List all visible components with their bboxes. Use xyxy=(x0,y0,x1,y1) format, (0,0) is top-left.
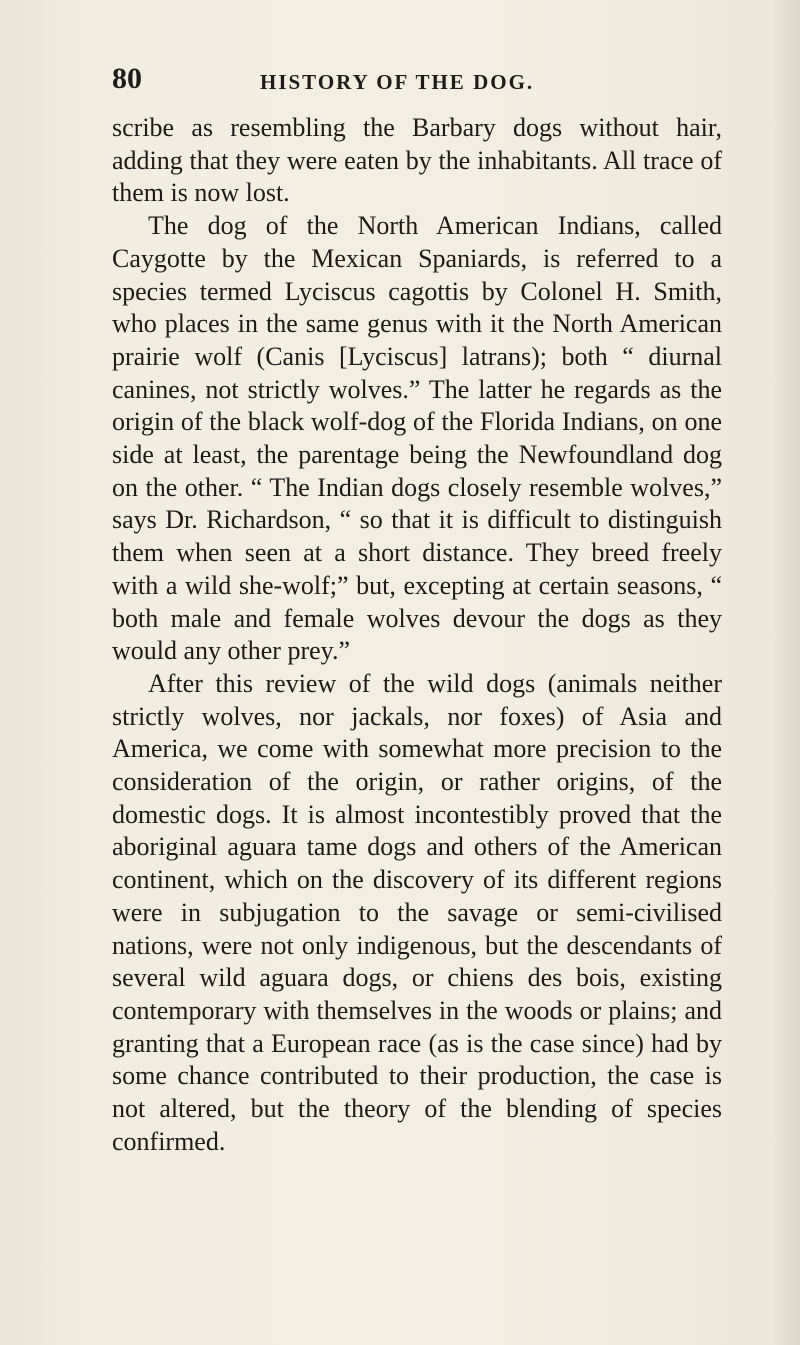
page-number: 80 xyxy=(112,62,142,95)
running-title: HISTORY OF THE DOG. xyxy=(260,70,535,94)
paragraph-caygotte: The dog of the North American Indians, called Caygotte by the Mexican Spaniards, is referred to a species termed Lyciscus cagottis by Colonel H. Smith, who places in the same genus with it the North American prairie wolf (Canis [Lyciscus] latrans); both “ diurnal canines, not strictly wolves.” The latter he regards as the origin of the black wolf-dog of the Florida Indians, on one side at least, the parentage being the Newfoundland dog on the other. “ The Indian dogs closely resemble wolves,” says Dr. Richardson, “ so that it is difficult to distinguish them when seen at a short distance. They breed freely with a wild she-wolf;” but, excepting at certain seasons, “ both male and female wolves devour the dogs as they would any other prey.” xyxy=(112,211,722,666)
body-text xyxy=(112,112,722,1159)
paragraph-continued: scribe as resembling the Barbary dogs without hair, adding that they were eaten by the inhabitants. All trace of them is now lost. xyxy=(112,113,722,208)
page-edge-shadow xyxy=(772,0,800,1345)
paragraph-origins: After this review of the wild dogs (animals neither strictly wolves, nor jackals, nor foxes) of Asia and America, we come with somewhat more precision to the consideration of the origin, or rather origins, of the domestic dogs. It is almost incontestibly proved that the aboriginal aguara tame dogs and others of the American continent, which on the discovery of its different regions were in subjugation to the savage or semi-civilised nations, were not only indigenous, but the descendants of several wild aguara dogs, or chiens des bois, existing contemporary with themselves in the woods or plains; and granting that a European race (as is the case since) had by some chance contributed to their production, the case is not altered, but the theory of the blending of species confirmed. xyxy=(112,668,722,1156)
running-head xyxy=(112,60,712,104)
